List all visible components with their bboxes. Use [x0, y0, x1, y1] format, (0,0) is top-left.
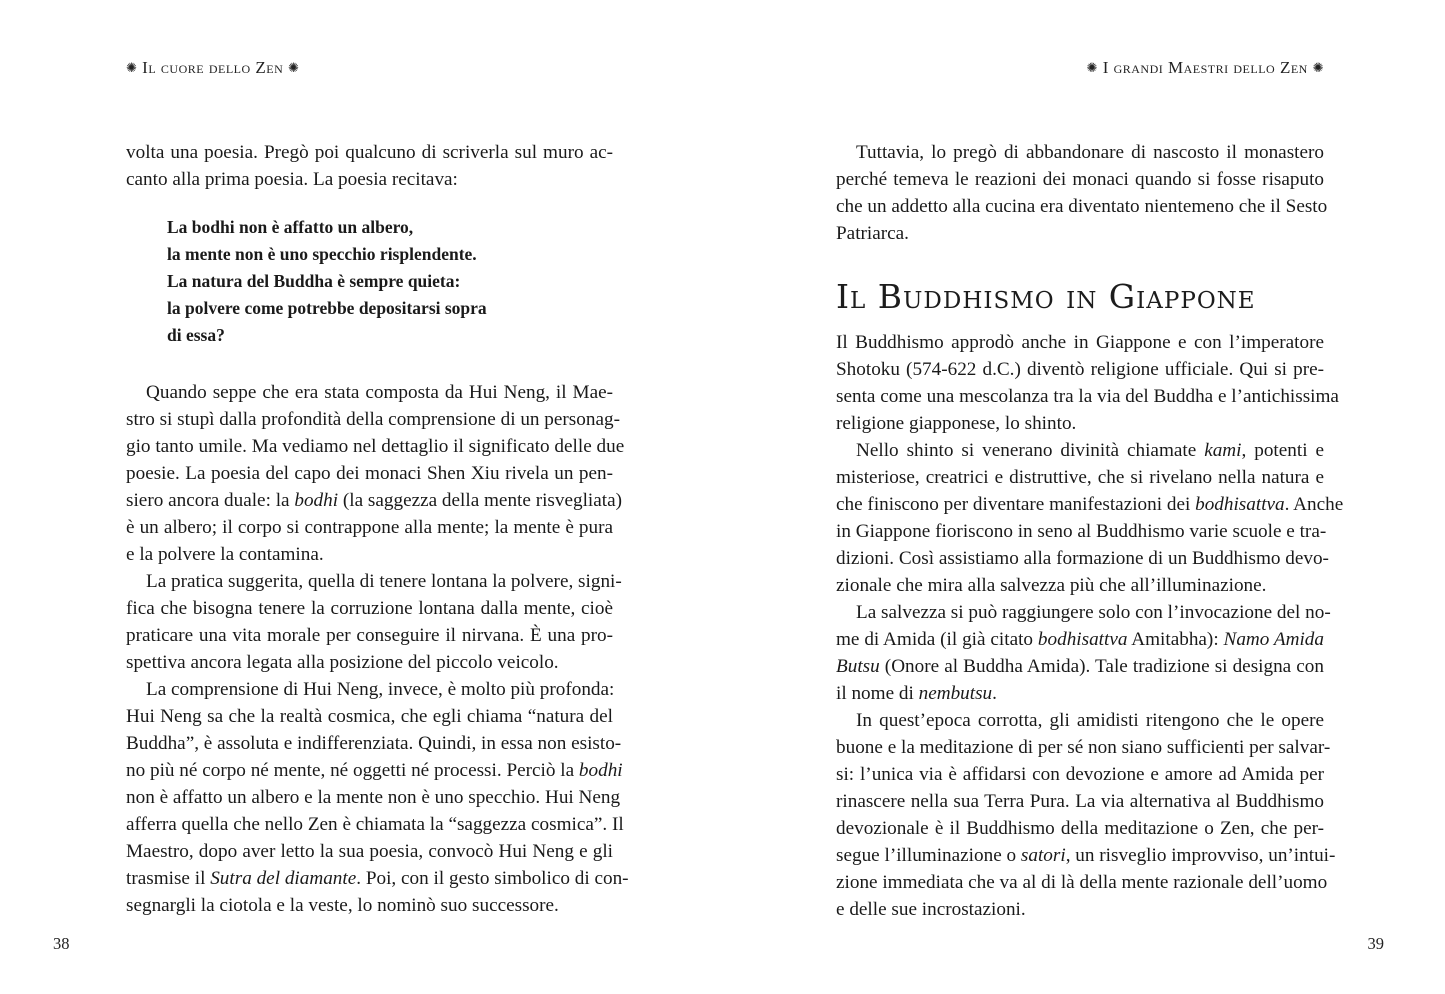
text-line: non è affatto un albero e la mente non è uno specchio. Hui Neng: [126, 787, 621, 808]
text-line: senta come una mescolanza tra la via del Buddha e l’antichissima: [836, 386, 1339, 407]
poem-block: [167, 214, 613, 349]
paragraph: [836, 437, 1344, 599]
poem-line: La natura del Buddha è sempre quieta:: [167, 271, 461, 291]
text-line: Buddha”, è assoluta e indifferenziata. Quindi, in essa non esisto-: [126, 733, 622, 754]
paragraph: [126, 139, 613, 193]
text-line: si: l’unica via è affidarsi con devozione e amore ad Amida per: [836, 764, 1324, 785]
text-line: Butsu (Onore al Buddha Amida). Tale tradizione si designa con: [836, 656, 1324, 677]
paragraph: [836, 599, 1331, 707]
poem-line: di essa?: [167, 325, 225, 345]
running-head-left: [126, 58, 299, 78]
text-line: Nello shinto si venerano divinità chiamate kami, potenti e: [856, 440, 1324, 461]
page-number-right: 39: [1367, 934, 1384, 953]
text-line: segnargli la ciotola e la veste, lo nominò suo successore.: [126, 895, 559, 916]
text-line: è un albero; il corpo si contrappone alla mente; la mente è pura: [126, 517, 613, 538]
text-line: spettiva ancora legata alla posizione del piccolo veicolo.: [126, 652, 559, 673]
ornament-icon: ✺: [288, 60, 300, 75]
poem-line: la mente non è uno specchio risplendente.: [167, 244, 477, 264]
running-head-right: [1087, 58, 1324, 78]
text-line: siero ancora duale: la bodhi (la saggezza della mente risvegliata): [126, 490, 622, 511]
text-line: e delle sue incrostazioni.: [836, 899, 1026, 920]
text-line: no più né corpo né mente, né oggetti né processi. Perciò la bodhi: [126, 760, 623, 781]
paragraph: [836, 707, 1336, 923]
text-line: canto alla prima poesia. La poesia recitava:: [126, 169, 458, 190]
text-line: che un addetto alla cucina era diventato nientemeno che il Sesto: [836, 196, 1328, 217]
text-line: afferra quella che nello Zen è chiamata la “saggezza cosmica”. Il: [126, 814, 624, 835]
text-line: rinascere nella sua Terra Pura. La via alternativa al Buddhismo: [836, 791, 1324, 812]
text-line: Patriarca.: [836, 223, 909, 244]
section-title: Il Buddhismo in Giappone: [836, 277, 1256, 316]
text-line: trasmise il Sutra del diamante. Poi, con il gesto simbolico di con-: [126, 868, 629, 889]
text-line: zionale che mira alla salvezza più che all’illuminazione.: [836, 575, 1267, 596]
text-line: zione immediata che va al di là della mente razionale dell’uomo: [836, 872, 1328, 893]
ornament-icon: ✺: [1086, 60, 1098, 75]
text-line: devozionale è il Buddhismo della meditazione o Zen, che per-: [836, 818, 1324, 839]
text-line: fica che bisogna tenere la corruzione lontana dalla mente, cioè: [126, 598, 613, 619]
text-line: praticare una vita morale per conseguire il nirvana. È una pro-: [126, 625, 613, 646]
text-line: gio tanto umile. Ma vediamo nel dettaglio il significato delle due: [126, 436, 625, 457]
paragraph: [126, 379, 625, 568]
text-line: perché temeva le reazioni dei monaci quando si fosse risaputo: [836, 169, 1324, 190]
body-text-left: [126, 139, 629, 919]
left-page: [0, 0, 722, 994]
text-line: il nome di nembutsu.: [836, 683, 997, 704]
text-line: In quest’epoca corrotta, gli amidisti ritengono che le opere: [856, 710, 1324, 731]
text-line: buone e la meditazione di per sé non siano sufficienti per salvar-: [836, 737, 1331, 758]
poem-line: la polvere come potrebbe depositarsi sopra: [167, 298, 487, 318]
text-line: me di Amida (il già citato bodhisattva Amitabha): Namo Amida: [836, 629, 1324, 650]
text-line: stro si stupì dalla profondità della comprensione di un personag-: [126, 409, 620, 430]
text-line: La comprensione di Hui Neng, invece, è molto più profonda:: [146, 679, 615, 700]
text-line: poesie. La poesia del capo dei monaci Shen Xiu rivela un pen-: [126, 463, 613, 484]
text-line: che finiscono per diventare manifestazioni dei bodhisattva. Anche: [836, 494, 1344, 515]
text-line: e la polvere la contamina.: [126, 544, 324, 565]
ornament-icon: ✺: [126, 60, 138, 75]
body-text-right: [836, 139, 1344, 923]
paragraph: [836, 139, 1328, 247]
text-line: volta una poesia. Pregò poi qualcuno di scriverla sul muro ac-: [126, 142, 613, 163]
text-line: misteriose, creatrici e distruttive, che si rivelano nella natura e: [836, 467, 1324, 488]
text-line: La salvezza si può raggiungere solo con l’invocazione del no-: [856, 602, 1331, 623]
text-line: Maestro, dopo aver letto la sua poesia, convocò Hui Neng e gli: [126, 841, 613, 862]
page-number-left: 38: [53, 934, 70, 953]
text-line: Tuttavia, lo pregò di abbandonare di nascosto il monastero: [856, 142, 1324, 163]
poem-line: La bodhi non è affatto un albero,: [167, 217, 414, 237]
paragraph: [126, 676, 629, 919]
text-line: Quando seppe che era stata composta da Hui Neng, il Mae-: [146, 382, 613, 403]
text-line: in Giappone fioriscono in seno al Buddhismo varie scuole e tra-: [836, 521, 1327, 542]
paragraph: [126, 568, 622, 676]
paragraph: [836, 329, 1339, 437]
text-line: Il Buddhismo approdò anche in Giappone e con l’imperatore: [836, 332, 1324, 353]
text-line: religione giapponese, lo shinto.: [836, 413, 1077, 434]
right-page: [722, 0, 1445, 994]
text-line: Shotoku (574-622 d.C.) diventò religione ufficiale. Qui si pre-: [836, 359, 1324, 380]
text-line: segue l’illuminazione o satori, un risveglio improvviso, un’intui-: [836, 845, 1336, 866]
text-line: Hui Neng sa che la realtà cosmica, che egli chiama “natura del: [126, 706, 613, 727]
text-line: La pratica suggerita, quella di tenere lontana la polvere, signi-: [146, 571, 622, 592]
text-line: dizioni. Così assistiamo alla formazione di un Buddhismo devo-: [836, 548, 1329, 569]
running-head-title: I grandi Maestri dello Zen: [1102, 58, 1308, 77]
running-head-title: Il cuore dello Zen: [142, 58, 284, 77]
ornament-icon: ✺: [1312, 60, 1324, 75]
